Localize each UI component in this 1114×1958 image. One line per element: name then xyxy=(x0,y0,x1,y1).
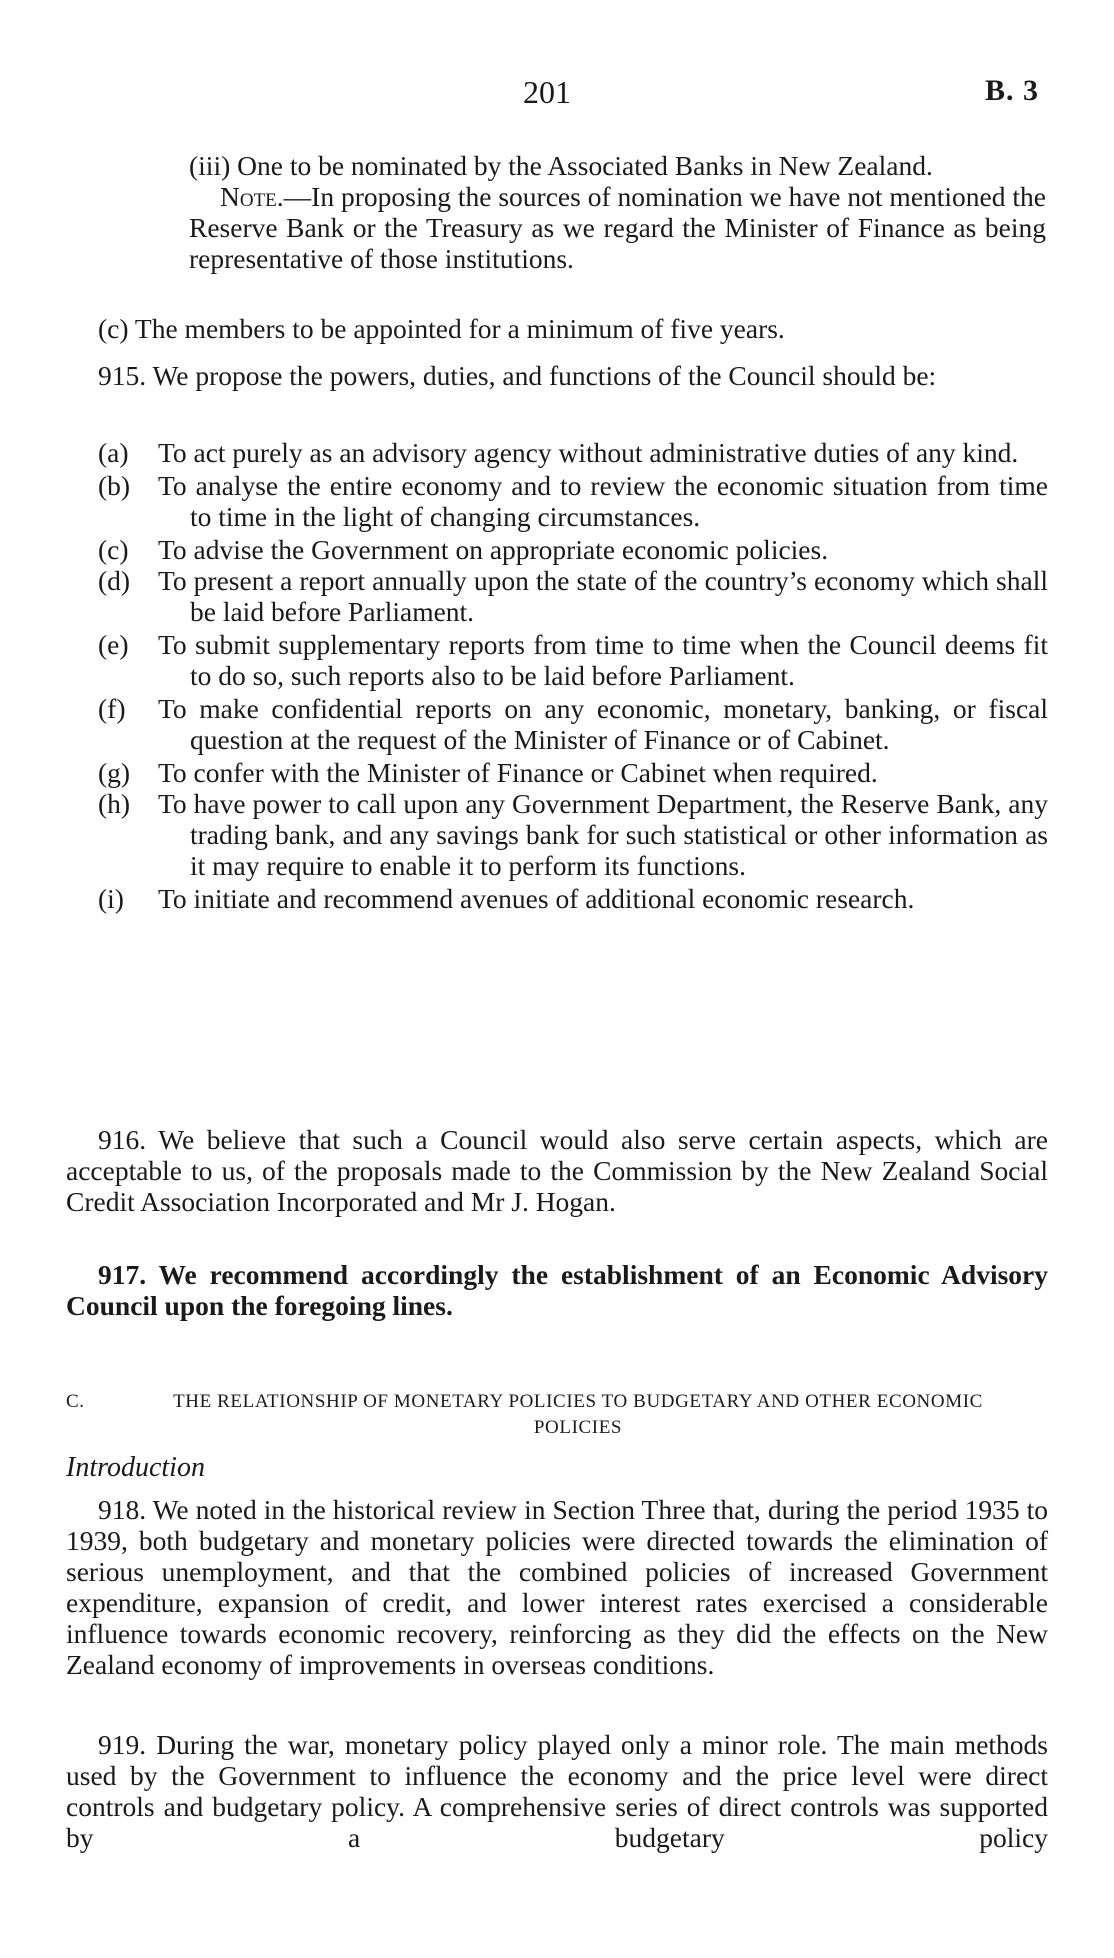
page-header xyxy=(0,74,1114,124)
item-marker: (b) xyxy=(98,470,131,501)
item-text: To analyse the entire economy and to review the economic situation from time to time in the light of changing circumstances. xyxy=(158,470,1048,532)
paragraph-number: 915. xyxy=(98,360,147,391)
nomination-note xyxy=(189,181,1046,274)
list-item xyxy=(66,534,1048,565)
paragraph-text: We believe that such a Council would also serve certain aspects, which are acceptable to us, of the proposals made to the Commission by the New Zealand Social Credit Association Incorporated and Mr J. Hogan. xyxy=(66,1124,1048,1217)
list-item xyxy=(66,437,1048,468)
paragraph-916 xyxy=(66,1124,1048,1217)
paragraph-number: 917. xyxy=(98,1259,147,1290)
item-text: To initiate and recommend avenues of additional economic research. xyxy=(158,883,915,914)
item-text: To submit supplementary reports from time to time when the Council deems fit to do so, such reports also to be laid before Parliament. xyxy=(158,629,1048,691)
list-item xyxy=(66,629,1048,691)
list-item xyxy=(66,757,1048,788)
item-text: To make confidential reports on any economic, monetary, banking, or fiscal question at the request of the Minister of Finance or of Cabinet. xyxy=(158,693,1048,755)
paragraph-918 xyxy=(66,1494,1048,1680)
page-number: 201 xyxy=(523,74,571,110)
functions-list xyxy=(66,437,1048,914)
item-marker: (iii) xyxy=(189,150,231,181)
section-title: THE RELATIONSHIP OF MONETARY POLICIES TO BUDGETARY AND OTHER ECONOMIC POLICIES xyxy=(173,1391,983,1438)
list-item xyxy=(66,470,1048,532)
paragraph-919 xyxy=(66,1729,1048,1853)
paragraph-text: We propose the powers, duties, and functions of the Council should be: xyxy=(152,360,937,391)
list-item xyxy=(66,883,1048,914)
item-marker: (f) xyxy=(98,693,126,724)
item-text: To advise the Government on appropriate economic policies. xyxy=(158,534,829,565)
section-code: B. 3 xyxy=(985,74,1040,107)
item-marker: (i) xyxy=(98,883,124,914)
subheading-introduction: Introduction xyxy=(66,1452,205,1483)
paragraph-number: 916. xyxy=(98,1124,147,1155)
item-marker: (h) xyxy=(98,788,131,819)
item-text: To act purely as an advisory agency without administrative duties of any kind. xyxy=(158,437,1019,468)
section-letter: C. xyxy=(66,1391,85,1412)
section-heading xyxy=(66,1389,1050,1441)
item-text: The members to be appointed for a minimum of five years. xyxy=(134,313,785,344)
list-item xyxy=(66,565,1048,627)
nomination-item-c xyxy=(98,313,1048,344)
item-marker: (g) xyxy=(98,757,131,788)
list-item xyxy=(66,693,1048,755)
item-marker: (e) xyxy=(98,629,129,660)
paragraph-915 xyxy=(66,360,1048,391)
item-marker: (c) xyxy=(98,313,129,344)
list-item xyxy=(66,788,1048,881)
paragraph-text: We recommend accordingly the establishment of an Economic Advisory Council upon the foregoing lines. xyxy=(66,1259,1048,1321)
item-text: To present a report annually upon the state of the country’s economy which shall be laid before Parliament. xyxy=(158,565,1048,627)
item-text: To confer with the Minister of Finance or Cabinet when required. xyxy=(158,757,878,788)
nomination-item-iii xyxy=(189,150,1046,274)
note-label: Note. xyxy=(220,181,284,212)
item-text: One to be nominated by the Associated Banks in New Zealand. xyxy=(237,150,933,181)
paragraph-text: We noted in the historical review in Section Three that, during the period 1935 to 1939, both budgetary and monetary policies were directed towards the elimination of serious unemployment, and that the combined policies of increased Government expenditure, expansion of credit, and lower interest rates exercised a considerable influence towards economic recovery, reinforcing as they did the effects on the New Zealand economy of improvements in overseas conditions. xyxy=(66,1494,1048,1680)
paragraph-917 xyxy=(66,1259,1048,1321)
item-text: To have power to call upon any Government Department, the Reserve Bank, any trading bank, and any savings bank for such statistical or other information as it may require to enable it to perform its functions. xyxy=(158,788,1048,881)
paragraph-number: 919. xyxy=(98,1729,147,1760)
item-marker: (a) xyxy=(98,437,129,468)
item-marker: (c) xyxy=(98,534,129,565)
paragraph-number: 918. xyxy=(98,1494,147,1525)
item-marker: (d) xyxy=(98,565,131,596)
paragraph-text: During the war, monetary policy played only a minor role. The main methods used by the Government to influence the economy and the price level were direct controls and budgetary policy. A comprehensive series of direct controls was supported by a budgetary policy xyxy=(66,1729,1048,1853)
note-text: —In proposing the sources of nomination we have not mentioned the Reserve Bank or the Treasury as we regard the Minister of Finance as being representative of those institutions. xyxy=(189,181,1046,274)
